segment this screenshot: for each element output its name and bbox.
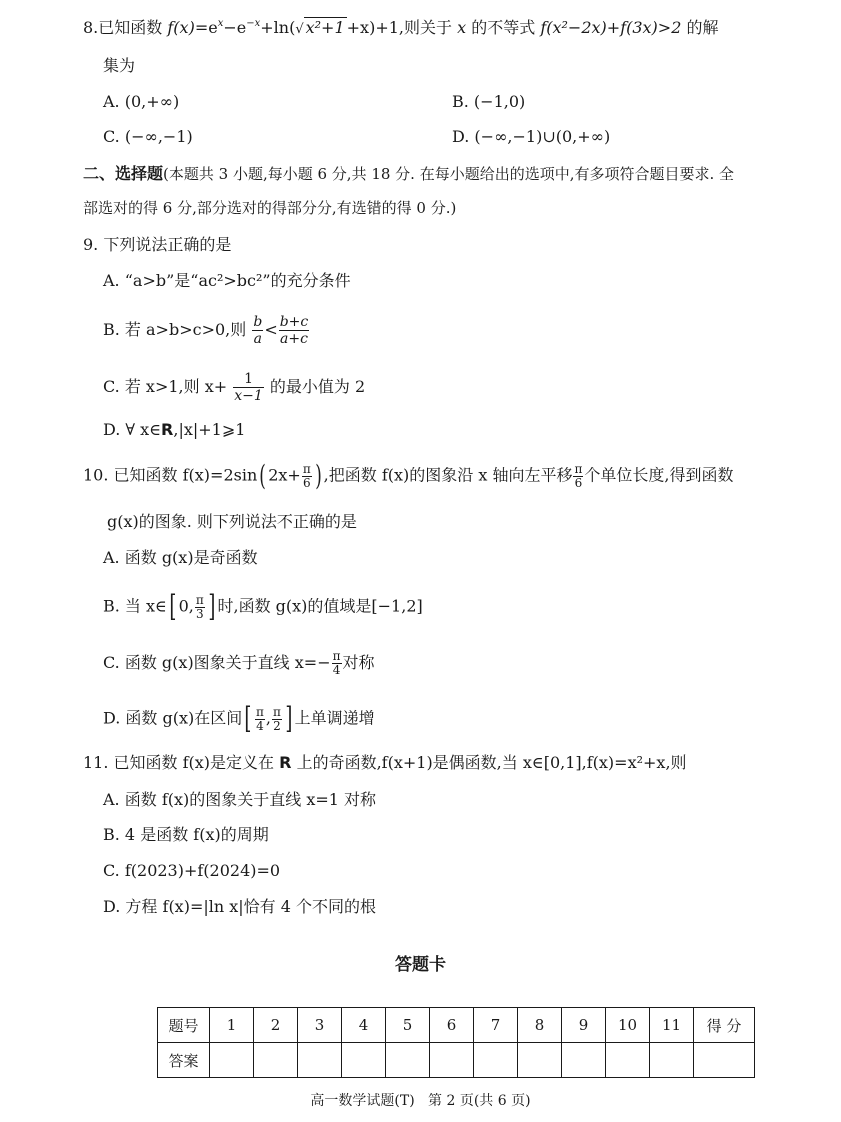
q8-option-d: D. (−∞,−1)∪(0,+∞) [452,127,611,146]
answer-cell[interactable] [606,1043,650,1078]
answer-card-answer-row [158,1043,755,1078]
section2-header-line1: 二、选择题(本题共 3 小题,每小题 6 分,共 18 分. 在每小题给出的选项中,有多项符合题目要求. 全 [83,164,735,183]
q10-option-d: D. 函数 g(x)在区间[ $\frac{\pi}{4}$ , $\frac{\pi}{2}$ ] 上单调递增 [103,701,375,736]
q8-option-c: C. (−∞,−1) [103,127,193,146]
q11-option-d: D. 方程 f(x)=|ln x|恰有 4 个不同的根 [103,897,377,916]
q11-option-c: C. f(2023)+f(2024)=0 [103,861,281,880]
question-number-cell: 1 [210,1008,254,1043]
question-number-cell: 3 [298,1008,342,1043]
answer-cell[interactable] [650,1043,694,1078]
q10-d-pi-over-2: $\frac{\pi}{2}$ [272,704,281,733]
answer-card-title: 答题卡 [395,955,446,975]
answer-label: 答案 [158,1043,210,1078]
q9-option-a: A. “a>b”是“ac²>bc²”的充分条件 [103,271,351,290]
q8-stem-line2: 集为 [103,56,136,75]
q10-option-a: A. 函数 g(x)是奇函数 [103,548,258,567]
q9-c-fraction: $\frac{1}{x-1}$ [234,371,263,404]
q10-stem-line1: 10. 已知函数 f(x)=2sin( 2x+ $\frac{\pi}{6}$ ) ,把函数 f(x)的图象沿 x 轴向左平移 $\frac{\pi}{6}$ 个单位长度,得到函数 [83,459,734,492]
q8-stem-line1: 8.已知函数 $f(x)=e^x-e^{-x}+\ln(√$ x²+1 +x)+1,则关于 x 的不等式 f(x²−2x)+f(3x)>2 的解 [83,18,719,37]
q10-stem-line2: g(x)的图象. 则下列说法不正确的是 [107,512,357,531]
question-number-cell: 4 [342,1008,386,1043]
answer-cell[interactable] [386,1043,430,1078]
q10-pi-over-6-a: $\frac{\pi}{6}$ [302,461,311,490]
answer-cell[interactable] [430,1043,474,1078]
q8-option-b: B. (−1,0) [452,92,526,111]
answer-card-table [157,1007,755,1078]
section2-title: 二、选择题 [83,164,164,183]
q11-option-b: B. 4 是函数 f(x)的周期 [103,825,269,844]
answer-cell[interactable] [474,1043,518,1078]
question-number-cell: 11 [650,1008,694,1043]
answer-cell[interactable] [298,1043,342,1078]
question-number-cell: 6 [430,1008,474,1043]
q10-pi-over-3: $\frac{\pi}{3}$ [195,592,204,621]
q10-option-c: C. 函数 g(x)图象关于直线 x=− $\frac{\pi}{4}$ 对称 [103,649,375,677]
q10-pi-over-6-b: $\frac{\pi}{6}$ [574,461,583,490]
question-number-cell: 7 [474,1008,518,1043]
question-number-cell: 2 [254,1008,298,1043]
q9-option-d: D. ∀ x∈R,|x|+1⩾1 [103,420,246,439]
q10-pi-over-4: $\frac{\pi}{4}$ [332,649,341,677]
answer-cell[interactable] [254,1043,298,1078]
answer-card-header-row [158,1008,755,1043]
q10-d-pi-over-4: $\frac{\pi}{4}$ [256,704,264,733]
q8-option-a: A. (0,+∞) [103,92,180,111]
answer-cell[interactable] [210,1043,254,1078]
score-label: 得 分 [694,1008,755,1043]
section2-header-line2: 部选对的得 6 分,部分选对的得部分分,有选错的得 0 分.) [83,199,457,217]
question-number-label: 题号 [158,1008,210,1043]
answer-cell[interactable] [562,1043,606,1078]
answer-cell[interactable] [518,1043,562,1078]
question-number-cell: 5 [386,1008,430,1043]
question-number-cell: 10 [606,1008,650,1043]
q9-b-fraction-1: $\frac{b}{a}$ [253,314,263,347]
q9-option-b: B. 若 a>b>c>0,则 $\frac{b}{a}$ < $\frac{b+c}{a+c}$ [103,314,309,347]
question-number-cell: 9 [562,1008,606,1043]
score-cell[interactable] [694,1043,755,1078]
q11-stem: 11. 已知函数 f(x)是定义在 R 上的奇函数,f(x+1)是偶函数,当 x∈[0,1],f(x)=x²+x,则 [83,753,687,772]
q9-option-c: C. 若 x>1,则 x+ $\frac{1}{x-1}$ 的最小值为 2 [103,371,366,404]
q11-option-a: A. 函数 f(x)的图象关于直线 x=1 对称 [103,790,377,809]
question-number-cell: 8 [518,1008,562,1043]
q10-option-b: B. 当 x∈[ 0, $\frac{\pi}{3}$ ] 时,函数 g(x)的值域是[−1,2] [103,589,423,624]
q9-stem: 9. 下列说法正确的是 [83,235,232,254]
page-footer: 高一数学试题(T) 第 2 页(共 6 页) [310,1093,531,1109]
answer-cell[interactable] [342,1043,386,1078]
q9-b-fraction-2: $\frac{b+c}{a+c}$ [279,314,309,347]
